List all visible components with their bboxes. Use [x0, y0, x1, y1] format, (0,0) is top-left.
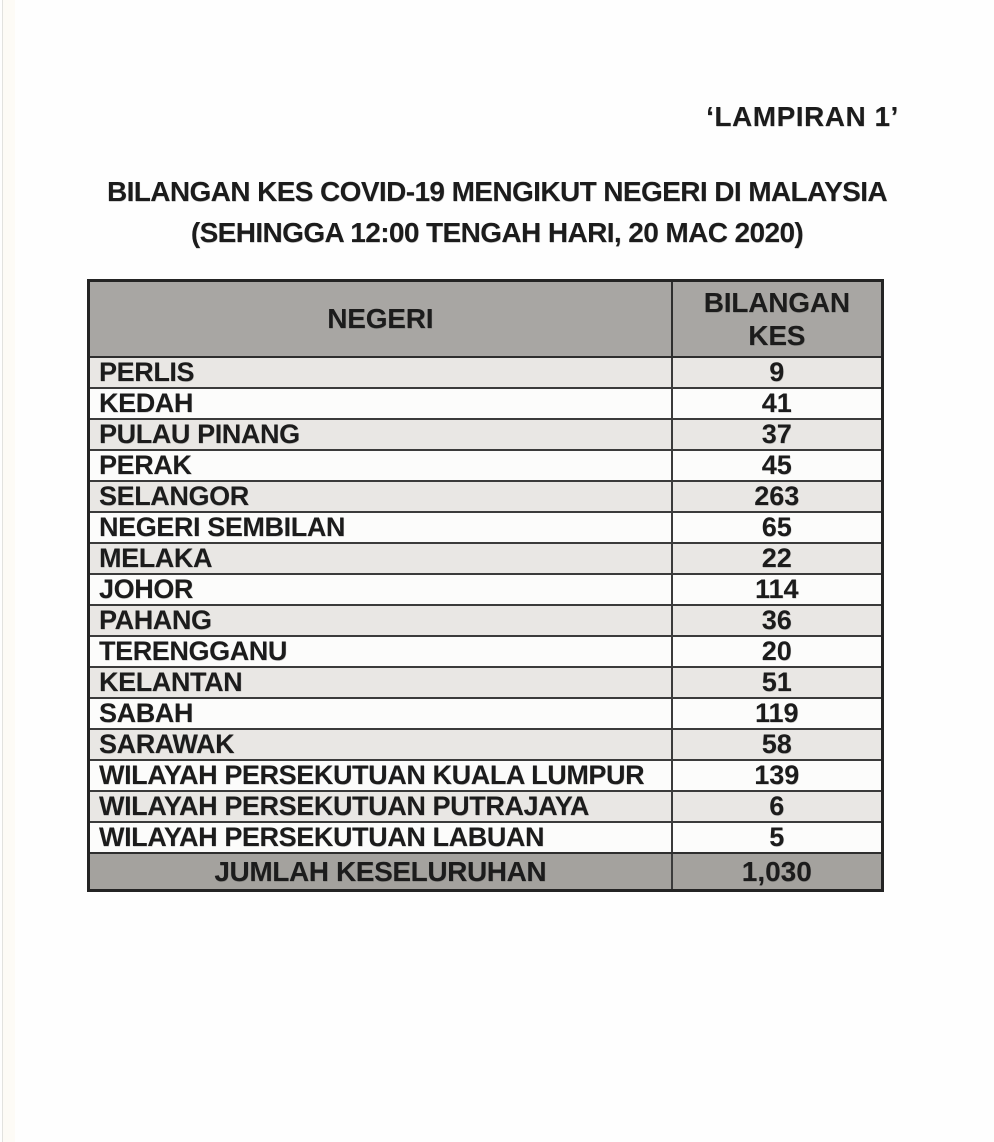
state-name-cell: SELANGOR — [99, 482, 249, 511]
case-count-cell: 6 — [671, 792, 881, 821]
document-title-line1: BILANGAN KES COVID-19 MENGIKUT NEGERI DI MALAYSIA — [106, 176, 888, 207]
table-row — [90, 604, 881, 635]
header-cell-bilangan-kes — [671, 282, 881, 356]
case-count-cell: 139 — [671, 761, 881, 790]
case-count-cell: 5 — [671, 823, 881, 852]
state-name-cell: WILAYAH PERSEKUTUAN LABUAN — [99, 823, 545, 852]
state-name-cell: JOHOR — [99, 575, 194, 604]
case-count-cell: 114 — [671, 575, 881, 604]
total-label-cell: JUMLAH KESELURUHAN — [214, 855, 547, 887]
state-name-cell: PERLIS — [99, 358, 195, 387]
table-row — [90, 635, 881, 666]
table-row — [90, 759, 881, 790]
header-bilangan-line2: KES — [748, 320, 806, 351]
table-row — [90, 449, 881, 480]
case-count-cell: 22 — [671, 544, 881, 573]
state-name-cell: SABAH — [99, 699, 194, 728]
table-row — [90, 666, 881, 697]
state-name-cell: TERENGGANU — [99, 637, 288, 666]
case-count-cell: 37 — [671, 420, 881, 449]
document-title-line2: (SEHINGGA 12:00 TENGAH HARI, 20 MAC 2020) — [190, 217, 804, 248]
state-name-cell: NEGERI SEMBILAN — [99, 513, 346, 542]
covid-cases-table — [87, 279, 884, 892]
case-count-cell: 51 — [671, 668, 881, 697]
state-name-cell: SARAWAK — [99, 730, 235, 759]
table-row — [90, 542, 881, 573]
case-count-cell: 58 — [671, 730, 881, 759]
table-row — [90, 511, 881, 542]
case-count-cell: 41 — [671, 389, 881, 418]
table-header-row — [90, 282, 881, 358]
table-row — [90, 387, 881, 418]
table-row — [90, 573, 881, 604]
state-name-cell: PULAU PINANG — [99, 420, 300, 449]
header-cell-negeri: NEGERI — [327, 303, 434, 334]
document-title — [0, 171, 994, 253]
header-bilangan-line1: BILANGAN — [703, 287, 850, 318]
state-name-cell: KEDAH — [99, 389, 194, 418]
table-row — [90, 821, 881, 852]
table-row — [90, 480, 881, 511]
case-count-cell: 65 — [671, 513, 881, 542]
state-name-cell: KELANTAN — [99, 668, 243, 697]
state-name-cell: WILAYAH PERSEKUTUAN PUTRAJAYA — [99, 792, 590, 821]
state-name-cell: PERAK — [99, 451, 192, 480]
table-row — [90, 790, 881, 821]
case-count-cell: 119 — [671, 699, 881, 728]
state-name-cell: WILAYAH PERSEKUTUAN KUALA LUMPUR — [99, 761, 645, 790]
state-name-cell: PAHANG — [99, 606, 212, 635]
case-count-cell: 45 — [671, 451, 881, 480]
annex-label: ‘LAMPIRAN 1’ — [706, 101, 899, 132]
case-count-cell: 36 — [671, 606, 881, 635]
table-body — [90, 358, 881, 852]
state-name-cell: MELAKA — [99, 544, 213, 573]
case-count-cell: 263 — [671, 482, 881, 511]
table-row — [90, 728, 881, 759]
table-row — [90, 418, 881, 449]
table-total-row — [90, 852, 881, 889]
case-count-cell: 9 — [671, 358, 881, 387]
total-count-cell: 1,030 — [671, 854, 881, 889]
case-count-cell: 20 — [671, 637, 881, 666]
table-row — [90, 697, 881, 728]
table-row — [90, 358, 881, 387]
